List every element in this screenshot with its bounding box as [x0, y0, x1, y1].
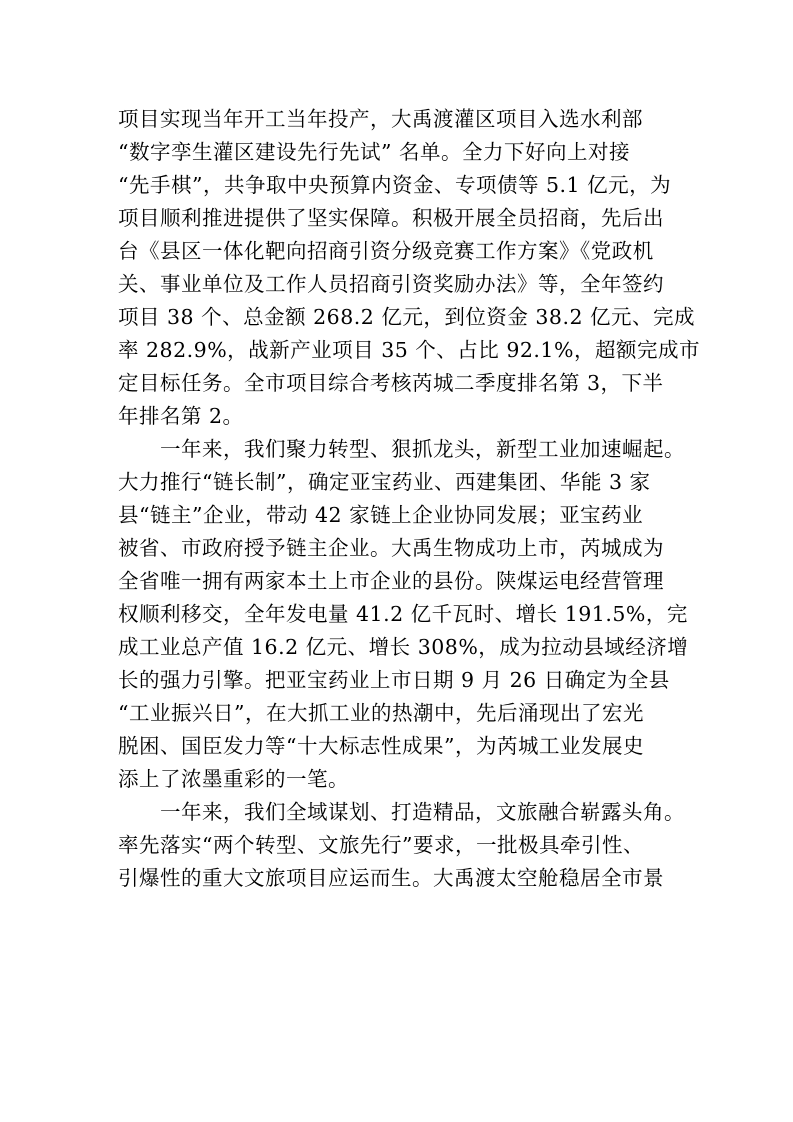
text-line: 定目标任务。全市项目综合考核芮城二季度排名第 3，下半: [118, 371, 664, 395]
text-line: 率 282.9%，战新产业项目 35 个、占比 92.1%，超额完成市: [118, 338, 700, 362]
text-line: 一年来，我们聚力转型、狠抓龙头，新型工业加速崛起。: [118, 437, 685, 461]
text-line: 项目实现当年开工当年投产，大禹渡灌区项目入选水利部: [118, 107, 643, 131]
text-line: 项目顺利推进提供了坚实保障。积极开展全员招商，先后出: [118, 206, 664, 230]
text-line: 大力推行“链长制”，确定亚宝药业、西建集团、华能 3 家: [118, 470, 651, 494]
text-line: 项目 38 个、总金额 268.2 亿元，到位资金 38.2 亿元、完成: [118, 305, 696, 329]
text-line: 脱困、国臣发力等“十大标志性成果”，为芮城工业发展史: [118, 734, 644, 758]
text-line: “数字孪生灌区建设先行先试” 名单。全力下好向上对接: [118, 140, 630, 164]
text-line: “先手棋”，共争取中央预算内资金、专项债等 5.1 亿元，为: [118, 173, 672, 197]
paragraph-industry: [118, 433, 689, 796]
text-line: 台《县区一体化靶向招商引资分级竞赛工作方案》《党政机: [118, 239, 654, 263]
text-line: 县“链主”企业，带动 42 家链上企业协同发展；亚宝药业: [118, 503, 644, 527]
text-line: 添上了浓墨重彩的一笔。: [118, 767, 349, 791]
body-text: [118, 103, 700, 895]
text-line: 引爆性的重大文旅项目应运而生。大禹渡太空舱稳居全市景: [118, 866, 664, 890]
text-line: 全省唯一拥有两家本土上市企业的县份。陕煤运电经营管理: [118, 569, 664, 593]
text-line: “工业振兴日”，在大抓工业的热潮中，先后涌现出了宏光: [118, 701, 644, 725]
paragraph-tourism: [118, 796, 685, 895]
text-line: 关、事业单位及工作人员招商引资奖励办法》等，全年签约: [118, 272, 664, 296]
text-line: 长的强力引擎。把亚宝药业上市日期 9 月 26 日确定为全县: [118, 668, 670, 692]
text-line: 权顺利移交，全年发电量 41.2 亿千瓦时、增长 191.5%，完: [118, 602, 688, 626]
paragraph-projects: [118, 103, 700, 433]
text-line: 被省、市政府授予链主企业。大禹生物成功上市，芮城成为: [118, 536, 664, 560]
text-line: 年排名第 2。: [118, 404, 244, 428]
text-line: 一年来，我们全域谋划、打造精品，文旅融合崭露头角。: [118, 800, 685, 824]
text-line: 率先落实“两个转型、文旅先行”要求，一批极具牵引性、: [118, 833, 644, 857]
text-line: 成工业总产值 16.2 亿元、增长 308%，成为拉动县域经济增: [118, 635, 689, 659]
